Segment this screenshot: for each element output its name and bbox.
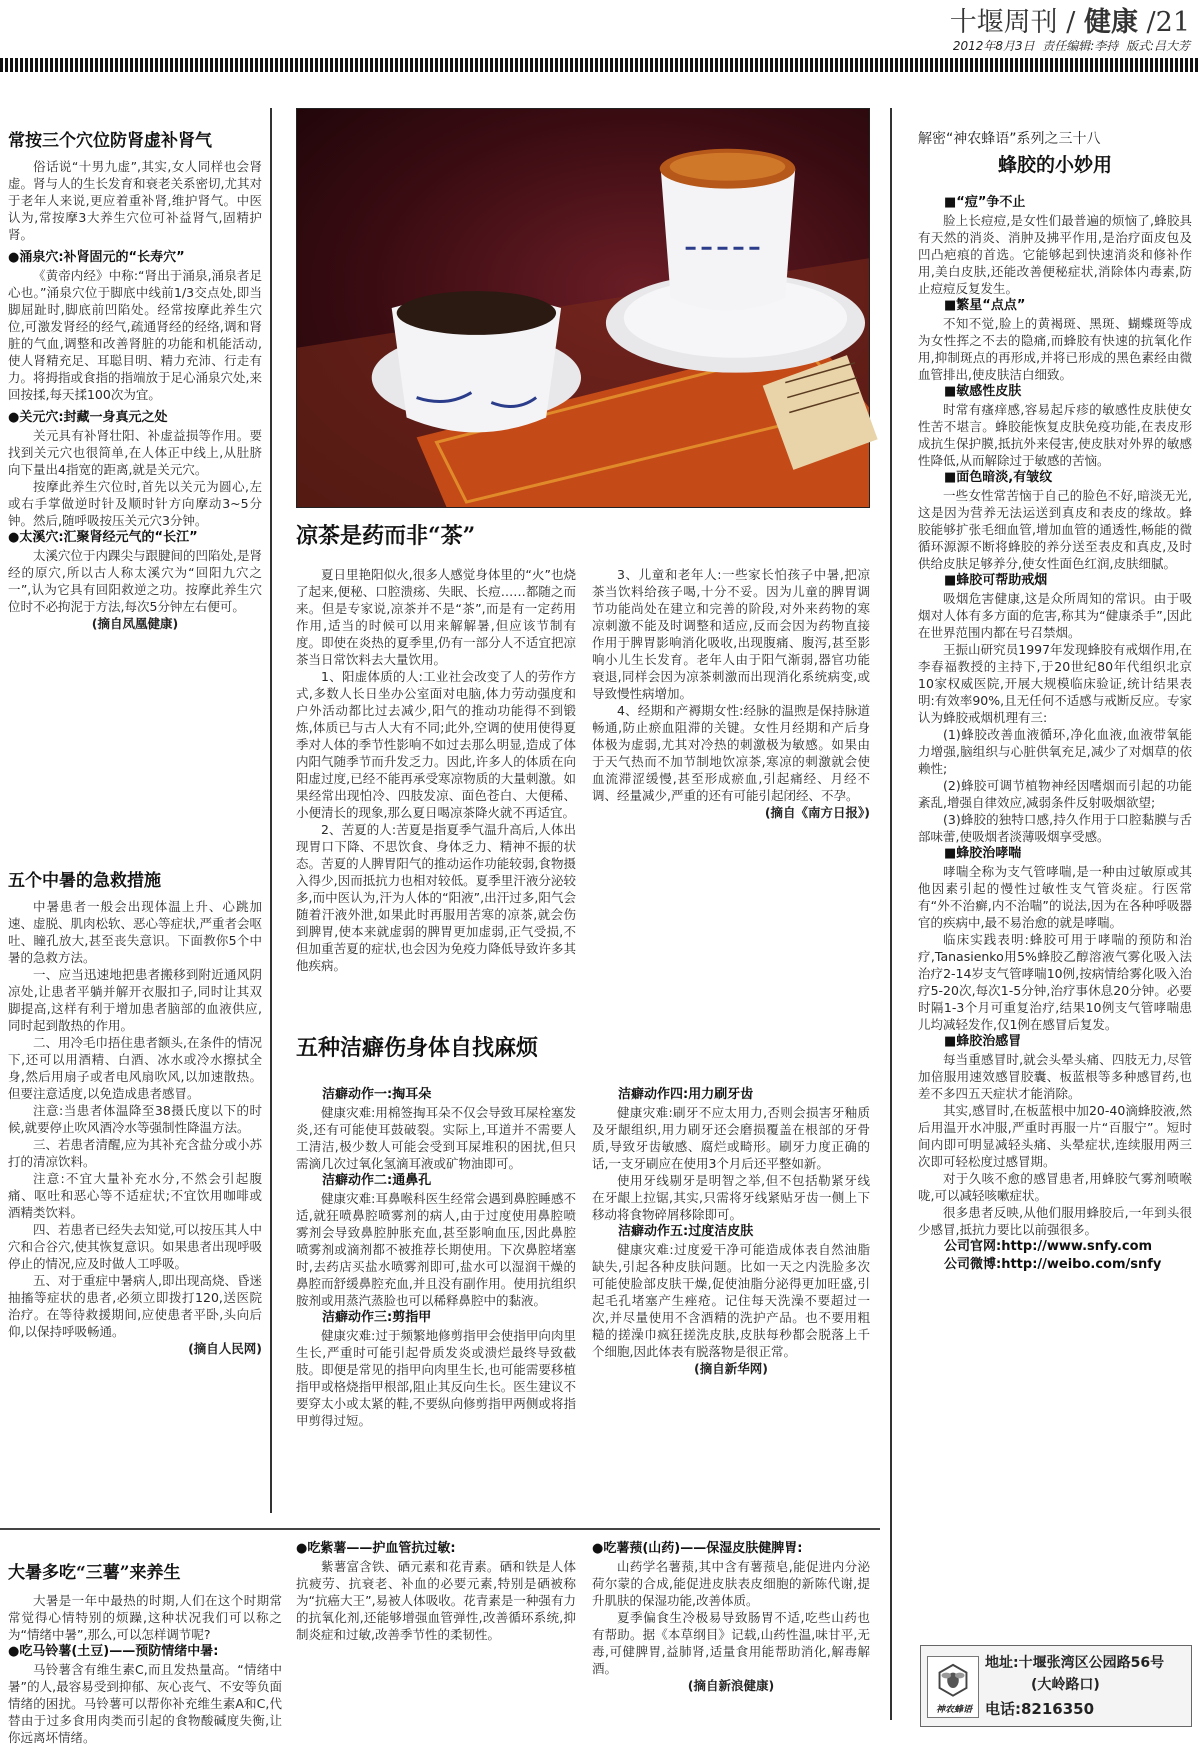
article-heatstroke <box>8 868 262 1508</box>
source: (摘自人民网) <box>188 1341 262 1356</box>
paragraph: 使用牙线剔牙是明智之举,但不包括勒紧牙线在牙龈上拉锯,其实,只需将牙线紧贴牙齿一侧上下移动将食物碎屑移除即可。 <box>592 1173 870 1222</box>
subheading: ■蜂胶治哮喘 <box>944 846 1022 861</box>
phone-number: 电话:8216350 <box>985 1700 1095 1718</box>
paragraph: 健康灾难:过于频繁地修剪指甲会使指甲向肉里生长,严重时可能引起骨质发炎或溃烂最终导致截肢。即便是常见的指甲向肉里生长,也可能需要移植指甲或格烧指甲根部,阻止其反向生长。医生建议不要穿太小或太紧的鞋,不要纵向修剪指甲两侧或将指甲剪得过短。 <box>296 1328 576 1428</box>
article-yams-col2 <box>296 1540 576 1726</box>
article-yams-col3 <box>592 1540 870 1726</box>
paragraph: 2、苦夏的人:苦夏是指夏季气温升高后,人体出现胃口下降、不思饮食、身体乏力、精神不振的状态。苦夏的人脾胃阳气的推动运作功能较弱,食物摄入得少,因而抵抗力也相对较低。夏季里汗液分泌较多,而中医认为,汗为人体的“阳液”,出汗过多,阳气会随着汗液外泄,如果此时再服用苦寒的凉茶,就会伤到脾胃,使本来就虚弱的脾胃更加虚弱,正气受损,不但加重苦夏的症状,也会因为免疫力降低导致许多其他疾病。 <box>296 822 576 973</box>
paragraph: 不知不觉,脸上的黄褐斑、黑斑、蝴蝶斑等成为女性挥之不去的隐痛,而蜂胶有快速的抗氧化作用,抑制斑点的再形成,并将已形成的黑色素经由微血管排出,使皮肤洁白细致。 <box>918 316 1192 382</box>
source: (摘自《南方日报》) <box>764 805 870 820</box>
paragraph: 夏日里艳阳似火,很多人感觉身体里的“火”也烧了起来,便秘、口腔溃疡、失眠、长痘……都随之而来。但是专家说,凉茶并不是“茶”,而是有一定药用作用,适当的时候可以用来解解暑,但应该节制有度。即使在炎热的夏季里,仍有一部分人不适宜把凉茶当日常饮料去大量饮用。 <box>296 567 576 667</box>
logo-text: 神农蜂语 <box>935 1705 972 1715</box>
article-title-cleanliness: 五种洁癖伤身体自找麻烦 <box>296 1035 539 1061</box>
subheading: ●关元穴:封藏一身真元之处 <box>8 410 168 425</box>
paragraph: 健康灾难:刷牙不应太用力,否则会损害牙釉质及牙龈组织,用力刷牙还会磨损覆盖在根部的牙骨质,导致牙齿敏感、腐烂或畸形。刷牙力度正确的话,一支牙刷应在使用3个月后还平整如新。 <box>592 1105 870 1171</box>
paragraph: 很多患者反映,从他们服用蜂胶后,一年到头很少感冒,抵抗力要比以前强很多。 <box>918 1205 1192 1237</box>
paragraph: 健康灾难:用棉签掏耳朵不仅会导致耳屎栓塞发炎,还有可能使耳鼓破裂。实际上,耳道并不需要人工清洁,极少数人可能会受到耳屎堆积的困扰,但只需滴几次过氧化氢滴耳液或矿物油即可。 <box>296 1105 576 1171</box>
subheading: ●太溪穴:汇聚肾经元气的“长江” <box>8 530 198 545</box>
paragraph: 吸烟危害健康,这是众所周知的常识。由于吸烟对人体有多方面的危害,称其为“健康杀手”,因此在世界范围内都在号召禁烟。 <box>918 591 1192 640</box>
paragraph: 中暑患者一般会出现体温上升、心跳加速、虚脱、肌肉松软、恶心等症状,严重者会呕吐、瞳孔放大,甚至丧失意识。下面教你5个中暑的急救方法。 <box>8 899 262 965</box>
paragraph: 一、应当迅速地把患者搬移到附近通风阴凉处,让患者平躺并解开衣服扣子,同时让其双脚提高,这样有利于增加患者脑部的血液供应,同时起到散热的作用。 <box>8 967 262 1033</box>
paragraph: 大暑是一年中最热的时期,人们在这个时期常常觉得心情特别的烦躁,这种状况我们可以称之为“情绪中暑”,那么,可以怎样调节呢? <box>8 1593 282 1642</box>
masthead-rule <box>0 58 1200 72</box>
address-note: (大岭路口) <box>1031 1677 1100 1693</box>
article-title: 大暑多吃“三薯”来养生 <box>8 1563 181 1583</box>
paragraph: 三、若患者清醒,应为其补充含盐分或小苏打的清凉饮料。 <box>8 1137 262 1169</box>
subheading: ●吃马铃薯(土豆)——预防情绪中暑: <box>8 1644 219 1659</box>
article-cleanliness-col2 <box>592 1086 870 1506</box>
article-kidney-acupoints <box>8 128 262 858</box>
subheading: 洁癖动作一:掏耳朵 <box>322 1087 432 1102</box>
paragraph: 临床实践表明:蜂胶可用于哮喘的预防和治疗,Tanasienko用5%蜂胶乙醇溶液气雾化吸入法治疗2-14岁支气管哮喘10例,按病情给雾化吸入治疗5-20次,每次1-5分钟,治疗事休息20分钟。必要时隔1-3个月可重复治疗,结果10例支气管哮喘患儿均减轻发作,仅1例在感冒后复发。 <box>918 932 1192 1032</box>
subheading: ■蜂胶治感冒 <box>944 1034 1022 1049</box>
subheading: 洁癖动作三:剪指甲 <box>322 1310 432 1325</box>
paragraph: 1、阳虚体质的人:工业社会改变了人的劳作方式,多数人长日坐办公室面对电脑,体力劳动强度和户外活动都比过去减少,阳气的推动功能得不到锻炼,体质已与古人大有不同;此外,空调的使用使得夏季对人体的季节性影响不如过去那么明显,造成了体内阳气随季节而升发乏力。因此,许多人的体质在向阳虚过度,已经不能再承受寒凉物质的大量刺激。如果经常出现怕冷、四肢发凉、面色苍白、大便稀、小便清长的现象,那么夏日喝凉茶降火就不再适宜。 <box>296 669 576 820</box>
paragraph: 时常有瘙痒感,容易起斥疹的敏感性皮肤使女性苦不堪言。蜂胶能恢复皮肤免疫功能,在表皮形成抗生保护膜,抵抗外来侵害,使皮肤对外界的敏感性降低,从而解除过于敏感的苦恼。 <box>918 402 1192 468</box>
paragraph: 马铃薯含有维生素C,而且发热量高。“情绪中暑”的人,最容易受到抑郁、灰心丧气、不安等负面情绪的困扰。马铃薯可以帮你补充维生素A和C,代替由于过多食用肉类而引起的食物酸碱度失衡,让你远离坏情绪。 <box>8 1662 282 1745</box>
paragraph: 对于久咳不愈的感冒患者,用蜂胶气雾剂喷喉咙,可以减轻咳嗽症状。 <box>918 1171 1192 1203</box>
subheading: 洁癖动作五:过度洁皮肤 <box>618 1224 754 1239</box>
subheading: ●吃紫薯——护血管抗过敏: <box>296 1541 456 1556</box>
paragraph: 一些女性常苦恼于自己的脸色不好,暗淡无光,这是因为营养无法运送到真皮和表皮的缘故。蜂胶能够扩张毛细血管,增加血管的通透性,畅能的微循环源源不断将蜂胶的养分送至表皮和真皮,及时供给皮肤足够养分,使女性面色红润,皮肤细腻。 <box>918 488 1192 571</box>
subheading: ■蜂胶可帮助戒烟 <box>944 573 1048 588</box>
paragraph: 太溪穴位于内踝尖与跟腱间的凹陷处,是肾经的原穴,所以古人称太溪穴为“回阳九穴之一”,认为它具有回阳救逆之功。按摩此养生穴位时不必拘泥于方法,每次5分钟左右便可。 <box>8 548 262 614</box>
subheading: 洁癖动作二:通鼻孔 <box>322 1173 432 1188</box>
paragraph: 二、用冷毛巾捂住患者额头,在条件的情况下,还可以用酒精、白酒、冰水或冷水擦拭全身,然后用扇子或者电风扇吹风,以加速散热。但要注意适度,以免造成患者感冒。 <box>8 1035 262 1101</box>
paragraph: 注意:不宜大量补充水分,不然会引起腹痛、呕吐和恶心等不适症状;不宜饮用咖啡或酒精类饮料。 <box>8 1171 262 1220</box>
company-website: 公司官网:http://www.snfy.com <box>944 1239 1153 1254</box>
paragraph: (2)蜂胶可调节植物神经因嗜烟而引起的功能紊乱,增强自律效应,减弱条件反射吸烟欲望; <box>918 778 1192 810</box>
paragraph: 四、若患者已经失去知觉,可以按压其人中穴和合谷穴,使其恢复意识。如果患者出现呼吸停止的情况,应及时做人工呼吸。 <box>8 1222 262 1271</box>
article-cleanliness-col1 <box>296 1086 576 1506</box>
article-yams-col1 <box>8 1560 282 1745</box>
subheading: ■“痘”争不止 <box>944 195 1026 210</box>
paragraph: 健康灾难:耳鼻喉科医生经常会遇到鼻腔睡感不适,就狂喷鼻腔喷雾剂的病人,由于过度使用鼻腔喷雾剂会导致鼻腔肿胀充血,甚至影响血压,因此鼻腔喷雾剂或滴剂都不被推荐长期使用。下次鼻腔堵塞时,去药店买盐水喷雾剂即可,盐水可以湿润干燥的鼻腔而舒缓鼻腔充血,并且没有副作用。使用抗组织胺剂或用蒸汽蒸脸也可以稀释鼻腔中的黏液。 <box>296 1191 576 1308</box>
paragraph: 山药学名薯蓣,其中含有薯蓣皂,能促进内分泌荷尔蒙的合成,能促进皮肤表皮细胞的新陈代谢,提升肌肤的保湿功能,改善体质。 <box>592 1559 870 1608</box>
paragraph: 紫薯富含铁、硒元素和花青素。硒和铁是人体抗疲劳、抗衰老、补血的必要元素,特别是硒被称为“抗癌大王”,易被人体吸收。花青素是一种强有力的抗氧化剂,还能够增强血管弹性,改善循环系统,抑制炎症和过敏,改善季节性的柔韧性。 <box>296 1559 576 1642</box>
paragraph: 3、儿童和老年人:一些家长怕孩子中暑,把凉茶当饮料给孩子喝,十分不妥。因为儿童的脾胃调节功能尚处在建立和完善的阶段,对外来药物的寒凉刺激不能及时调整和适应,反而会因为药物直接作用于脾胃影响消化吸收,出现腹痛、腹泻,甚至影响小儿生长发育。老年人由于阳气渐弱,器官功能衰退,同样会因为凉茶刺激而出现消化系统病变,或导致慢性病增加。 <box>592 567 870 701</box>
subheading: ●涌泉穴:补肾固元的“长寿穴” <box>8 250 185 265</box>
source: (摘自新华网) <box>694 1361 768 1376</box>
series-kicker: 解密“神农蜂语”系列之三十八 <box>918 131 1101 147</box>
paragraph: 五、对于重症中暑病人,即出现高烧、昏迷抽搐等症状的患者,必须立即拨打120,送医院治疗。在等待救援期间,应使患者平卧,头向后仰,以保持呼吸畅通。 <box>8 1273 262 1339</box>
source: (摘自新浪健康) <box>687 1678 775 1693</box>
article-herbal-tea-col1 <box>296 566 576 1006</box>
subheading: ●吃薯蓣(山药)——保湿皮肤健脾胃: <box>592 1541 803 1556</box>
dateline: 2012年8月3日 责任编辑:李持 版式:吕大芳 <box>952 39 1190 53</box>
section-rule <box>0 1528 880 1530</box>
article-title: 常按三个穴位防肾虚补肾气 <box>8 131 212 151</box>
paragraph: (1)蜂胶改善血液循环,净化血液,血液带氧能力增强,脑组织与心脏供氧充足,减少了对烟草的依赖性; <box>918 727 1192 776</box>
subheading: ■面色暗淡,有皱纹 <box>944 470 1053 485</box>
paragraph: 按摩此养生穴位时,首先以关元为圆心,左或右手掌做逆时针及顺时针方向摩动3~5分钟。然后,随呼吸按压关元穴3分钟。 <box>8 479 262 528</box>
column-rule-left <box>270 108 272 1513</box>
paragraph: 脸上长痘痘,是女性们最普遍的烦恼了,蜂胶具有天然的消炎、消肿及拂平作用,是治疗面皮包及凹凸疤痕的首选。它能够起到快速消炎和修补作用,美白皮肤,还能改善便秘症状,消除体内毒素,防止痘痘反复发生。 <box>918 213 1192 296</box>
masthead: 十堰周刊 / 健康 /21 <box>949 7 1190 38</box>
address-box <box>920 1645 1192 1727</box>
subheading: 洁癖动作四:用力刷牙齿 <box>618 1087 754 1102</box>
tea-photo <box>296 108 870 508</box>
paragraph: 4、经期和产褥期女性:经脉的温煦是保持脉道畅通,防止瘀血阻滞的关键。女性月经期和产后身体极为虚弱,尤其对冷热的刺激极为敏感。如果由于天气热而不加节制地饮凉茶,寒凉的刺激就会使血流滞涩缓慢,甚至形成瘀血,引起痛经、月经不调、经量减少,严重的还有可能引起闭经、不孕。 <box>592 703 870 803</box>
company-weibo: 公司微博:http://weibo.com/snfy <box>944 1257 1162 1272</box>
article-title-herbal-tea: 凉茶是药而非“茶” <box>296 523 476 549</box>
tea-cups-image <box>297 109 869 507</box>
subheading: ■敏感性皮肤 <box>944 384 1022 399</box>
article-title: 五个中暑的急救措施 <box>8 871 161 891</box>
source: (摘自凤凰健康) <box>91 616 179 631</box>
paragraph: 关元具有补肾壮阳、补虚益损等作用。要找到关元穴也很简单,在人体正中线上,从肚脐向下量出4指宽的距离,就是关元穴。 <box>8 428 262 477</box>
paragraph: 注意:当患者体温降至38摄氏度以下的时候,就要停止吹风酒冷水等强制性降温方法。 <box>8 1103 262 1135</box>
paragraph: 其实,感冒时,在板蓝根中加20-40滴蜂胶液,然后用温开水冲服,严重时再服一片“百服宁”。短时间内即可明显减轻头痛、头晕症状,连续服用两三次即可轻松度过感冒期。 <box>918 1103 1192 1169</box>
paragraph: 健康灾难:过度爱干净可能造成体表自然油脂缺失,引起各种皮肤问题。比如一天之内洗脸多次可能使脸部皮肤干燥,促使油脂分泌得更加旺盛,引起毛孔堵塞产生痤疮。记住每天洗澡不要超过一次,并尽量使用不含酒精的洗护产品。也不要用粗糙的搓澡巾疯狂搓洗皮肤,皮肤每秒都会脱落上千个细胞,因此体表有脱落物是很正常。 <box>592 1242 870 1359</box>
brand-logo <box>927 1656 979 1718</box>
paragraph: 夏季偏食生冷极易导致肠胃不适,吃些山药也有帮助。据《本草纲目》记载,山药性温,味甘平,无毒,可健脾胃,益肺肾,适量食用能帮助消化,解毒解酒。 <box>592 1610 870 1676</box>
paragraph: 《黄帝内经》中称:“肾出于涌泉,涌泉者足心也。”涌泉穴位于脚底中线前1/3交点处,即当脚屈趾时,脚底前凹陷处。经常按摩此养生穴位,可激发肾经的经气,疏通肾经的经络,调和肾脏的气血,调整和改善肾脏的功能和机能活动,使人肾精充足、耳聪目明、精力充沛、行走有力。将拇指或食指的指端放于足心涌泉穴处,来回按揉,每天揉100次为宜。 <box>8 268 262 402</box>
subheading: ■繁星“点点” <box>944 298 1026 313</box>
paragraph: 每当重感冒时,就会头晕头痛、四肢无力,尽管加倍服用速效感冒胶囊、板蓝根等多种感冒药,也差不多四五天症状才能消除。 <box>918 1052 1192 1101</box>
article-herbal-tea-col2 <box>592 566 870 1006</box>
column-rule-right <box>890 108 892 1720</box>
article-title: 蜂胶的小妙用 <box>997 154 1112 176</box>
address-line: 地址:十堰张湾区公园路56号 <box>985 1655 1165 1671</box>
paragraph: 俗话说“十男九虚”,其实,女人同样也会肾虚。肾与人的生长发育和衰老关系密切,尤其对于老年人来说,更应着重补肾,维护肾气。中医认为,常按摩3大养生穴位可补益肾气,固精护肾。 <box>8 159 262 242</box>
paragraph: (3)蜂胶的独特口感,持久作用于口腔黏膜与舌部味蕾,使吸烟者淡薄吸烟享受感。 <box>918 812 1192 844</box>
paragraph: 王振山研究员1997年发现蜂胶有戒烟作用,在李春福教授的主持下,于20世纪80年代组织北京10家权威医院,开展大规模临床验证,统计结果表明:有效率90%,且无任何不适感与戒断反应。专家认为蜂胶戒烟机理有三: <box>918 642 1192 725</box>
paragraph: 哮喘全称为支气管哮喘,是一种由过敏原或其他因素引起的慢性过敏性支气管炎症。行医常有“外不治癣,内不治喘”的说法,因为在各种呼吸器官的疾病中,最不易治愈的就是哮喘。 <box>918 864 1192 930</box>
article-propolis <box>918 128 1192 1638</box>
